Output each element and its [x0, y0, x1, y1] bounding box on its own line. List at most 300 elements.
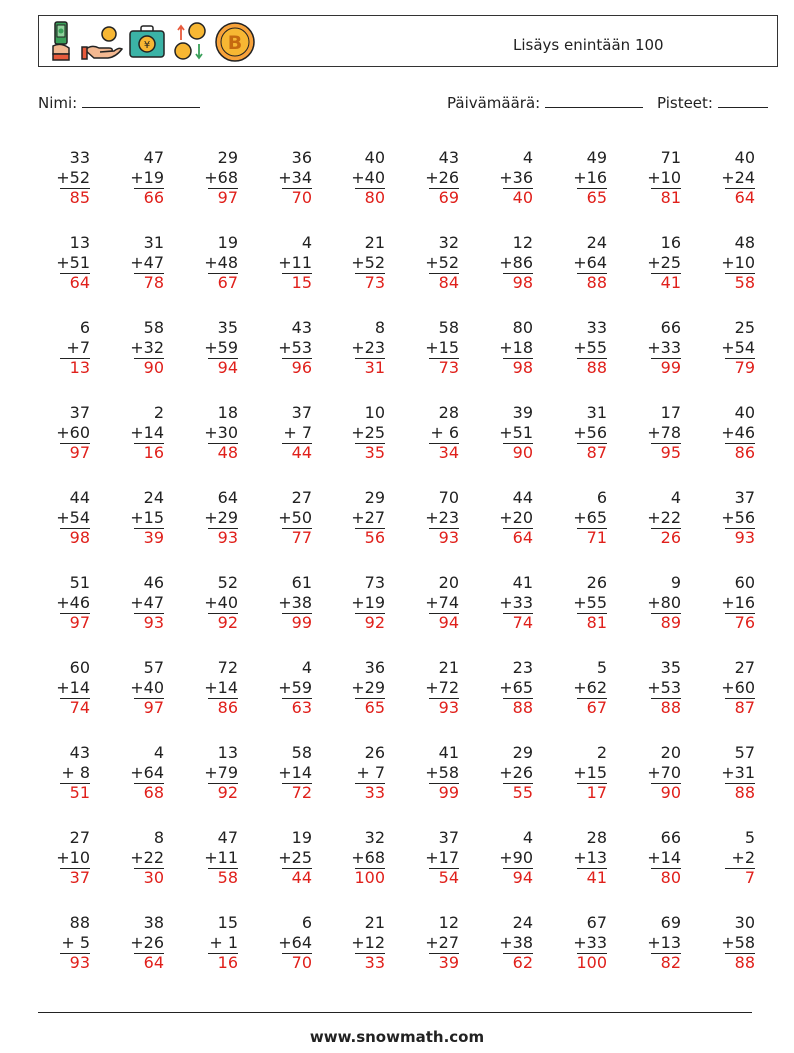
- answer: 94: [512, 868, 533, 887]
- addend-top: 47: [143, 148, 164, 167]
- addend-top: 32: [438, 233, 459, 252]
- bitcoin-icon: [213, 20, 257, 64]
- addend-top: 31: [586, 403, 607, 422]
- problem: [413, 573, 459, 633]
- addend-bottom: +64: [278, 932, 312, 952]
- addend-bottom: +53: [647, 677, 681, 697]
- addend-bottom: +14: [130, 422, 164, 442]
- addend-top: 5: [744, 828, 755, 847]
- problem: [561, 913, 607, 973]
- answer: 30: [143, 868, 164, 887]
- problem: [635, 573, 681, 633]
- answer: 26: [660, 528, 681, 547]
- answer: 93: [143, 613, 164, 632]
- addend-bottom: +15: [130, 507, 164, 527]
- addend-top: 51: [69, 573, 90, 592]
- addend-top: 39: [512, 403, 533, 422]
- addend-bottom: +48: [204, 252, 238, 272]
- addend-bottom: +2: [731, 847, 755, 867]
- problem: [709, 573, 755, 633]
- answer: 88: [586, 358, 607, 377]
- answer: 93: [69, 953, 90, 972]
- addend-top: 66: [660, 318, 681, 337]
- addend-top: 32: [364, 828, 385, 847]
- answer: 82: [660, 953, 681, 972]
- answer: 85: [69, 188, 90, 207]
- answer: 44: [291, 443, 312, 462]
- addend-top: 40: [734, 148, 755, 167]
- answer: 37: [69, 868, 90, 887]
- problem: [118, 148, 164, 208]
- answer: 99: [438, 783, 459, 802]
- addend-top: 72: [217, 658, 238, 677]
- addend-bottom: +47: [130, 252, 164, 272]
- addend-bottom: +58: [425, 762, 459, 782]
- problem: [413, 913, 459, 973]
- answer: 100: [354, 868, 385, 887]
- answer: 31: [364, 358, 385, 377]
- addend-bottom: +10: [647, 167, 681, 187]
- addend-top: 12: [438, 913, 459, 932]
- problem: [118, 233, 164, 293]
- addend-top: 5: [596, 658, 607, 677]
- problem: [561, 148, 607, 208]
- problem: [192, 573, 238, 633]
- problem: [561, 233, 607, 293]
- addend-top: 29: [512, 743, 533, 762]
- addend-bottom: +26: [130, 932, 164, 952]
- addend-top: 19: [291, 828, 312, 847]
- answer: 93: [438, 528, 459, 547]
- addend-top: 35: [217, 318, 238, 337]
- addend-bottom: +14: [204, 677, 238, 697]
- addend-bottom: +40: [351, 167, 385, 187]
- answer: 70: [291, 953, 312, 972]
- addend-top: 25: [734, 318, 755, 337]
- answer: 92: [217, 783, 238, 802]
- addend-top: 64: [217, 488, 238, 507]
- problem: [44, 743, 90, 803]
- problem: [192, 233, 238, 293]
- answer: 73: [438, 358, 459, 377]
- addend-top: 36: [291, 148, 312, 167]
- problem: [487, 828, 533, 888]
- problem: [635, 148, 681, 208]
- addend-top: 46: [143, 573, 164, 592]
- addend-top: 4: [301, 658, 312, 677]
- problem: [487, 743, 533, 803]
- addend-bottom: +55: [573, 337, 607, 357]
- addend-top: 4: [301, 233, 312, 252]
- answer: 97: [69, 443, 90, 462]
- problem: [118, 828, 164, 888]
- addend-top: 43: [438, 148, 459, 167]
- addend-bottom: +15: [573, 762, 607, 782]
- problem: [266, 828, 312, 888]
- addend-top: 57: [734, 743, 755, 762]
- addend-top: 20: [660, 743, 681, 762]
- addend-top: 20: [438, 573, 459, 592]
- money-suitcase-icon: [127, 20, 167, 64]
- addend-top: 44: [512, 488, 533, 507]
- answer: 95: [660, 443, 681, 462]
- addend-bottom: +34: [278, 167, 312, 187]
- date-field: [447, 93, 643, 112]
- answer: 44: [291, 868, 312, 887]
- addend-top: 26: [364, 743, 385, 762]
- addend-bottom: +52: [351, 252, 385, 272]
- answer: 99: [660, 358, 681, 377]
- answer: 88: [660, 698, 681, 717]
- addend-top: 6: [596, 488, 607, 507]
- problem: [709, 658, 755, 718]
- answer: 81: [586, 613, 607, 632]
- addend-top: 10: [364, 403, 385, 422]
- problem: [266, 318, 312, 378]
- problem: [413, 743, 459, 803]
- addend-bottom: +13: [573, 847, 607, 867]
- addend-top: 57: [143, 658, 164, 677]
- answer: 33: [364, 783, 385, 802]
- answer: 74: [69, 698, 90, 717]
- addend-bottom: +62: [573, 677, 607, 697]
- problem: [192, 488, 238, 548]
- answer: 41: [586, 868, 607, 887]
- addend-top: 58: [291, 743, 312, 762]
- name-line[interactable]: [82, 93, 200, 108]
- answer: 94: [438, 613, 459, 632]
- answer: 39: [143, 528, 164, 547]
- addend-bottom: +16: [573, 167, 607, 187]
- problem: [487, 488, 533, 548]
- problem: [339, 403, 385, 463]
- addend-top: 40: [734, 403, 755, 422]
- addend-top: 19: [217, 233, 238, 252]
- addend-top: 21: [364, 913, 385, 932]
- problem: [44, 318, 90, 378]
- addend-bottom: +74: [425, 592, 459, 612]
- addend-top: 28: [438, 403, 459, 422]
- addend-top: 8: [153, 828, 164, 847]
- answer: 68: [143, 783, 164, 802]
- problem: [413, 403, 459, 463]
- answer: 84: [438, 273, 459, 292]
- answer: 69: [438, 188, 459, 207]
- problem: [339, 233, 385, 293]
- answer: 54: [438, 868, 459, 887]
- addend-bottom: +29: [204, 507, 238, 527]
- answer: 16: [217, 953, 238, 972]
- answer: 93: [217, 528, 238, 547]
- addend-top: 24: [143, 488, 164, 507]
- problem: [266, 488, 312, 548]
- addend-bottom: + 1: [209, 932, 238, 952]
- answer: 72: [291, 783, 312, 802]
- addend-top: 18: [217, 403, 238, 422]
- answer: 87: [734, 698, 755, 717]
- answer: 70: [291, 188, 312, 207]
- problem: [339, 148, 385, 208]
- problem: [266, 233, 312, 293]
- addend-bottom: +86: [499, 252, 533, 272]
- problem: [709, 233, 755, 293]
- addend-bottom: +36: [499, 167, 533, 187]
- answer: 96: [291, 358, 312, 377]
- answer: 86: [217, 698, 238, 717]
- problem: [118, 743, 164, 803]
- addend-top: 12: [512, 233, 533, 252]
- addend-top: 29: [364, 488, 385, 507]
- answer: 98: [512, 273, 533, 292]
- problem: [487, 403, 533, 463]
- problem: [635, 488, 681, 548]
- addend-top: 27: [291, 488, 312, 507]
- addend-top: 33: [586, 318, 607, 337]
- answer: 55: [512, 783, 533, 802]
- problem: [561, 488, 607, 548]
- date-line[interactable]: [545, 93, 643, 108]
- addend-bottom: +64: [130, 762, 164, 782]
- answer: 39: [438, 953, 459, 972]
- coin-hand-icon: [81, 20, 123, 64]
- answer: 89: [660, 613, 681, 632]
- problem: [44, 403, 90, 463]
- addend-top: 6: [79, 318, 90, 337]
- addend-top: 4: [153, 743, 164, 762]
- problem: [44, 573, 90, 633]
- problem: [561, 743, 607, 803]
- addend-top: 17: [660, 403, 681, 422]
- answer: 40: [512, 188, 533, 207]
- score-label: Pisteet:: [657, 94, 713, 112]
- addend-bottom: +54: [56, 507, 90, 527]
- addend-bottom: +56: [573, 422, 607, 442]
- problem: [266, 743, 312, 803]
- addend-bottom: +65: [573, 507, 607, 527]
- addend-bottom: +56: [721, 507, 755, 527]
- addend-bottom: +78: [647, 422, 681, 442]
- answer: 74: [512, 613, 533, 632]
- addend-bottom: +31: [721, 762, 755, 782]
- addend-bottom: + 5: [61, 932, 90, 952]
- answer: 97: [69, 613, 90, 632]
- problem: [709, 913, 755, 973]
- answer: 98: [69, 528, 90, 547]
- addend-top: 8: [374, 318, 385, 337]
- answer: 97: [143, 698, 164, 717]
- answer: 93: [734, 528, 755, 547]
- addend-bottom: +47: [130, 592, 164, 612]
- addend-bottom: +59: [278, 677, 312, 697]
- addend-bottom: +30: [204, 422, 238, 442]
- addend-bottom: +22: [130, 847, 164, 867]
- score-line[interactable]: [718, 93, 768, 108]
- addend-top: 70: [438, 488, 459, 507]
- addend-bottom: +19: [351, 592, 385, 612]
- addend-top: 41: [512, 573, 533, 592]
- addend-bottom: +25: [278, 847, 312, 867]
- answer: 51: [69, 783, 90, 802]
- problem: [635, 913, 681, 973]
- addend-top: 38: [143, 913, 164, 932]
- addend-bottom: +46: [56, 592, 90, 612]
- answer: 66: [143, 188, 164, 207]
- problem: [487, 913, 533, 973]
- addend-top: 49: [586, 148, 607, 167]
- problem: [339, 913, 385, 973]
- addend-top: 80: [512, 318, 533, 337]
- addend-bottom: +65: [499, 677, 533, 697]
- addend-top: 24: [512, 913, 533, 932]
- problem: [413, 148, 459, 208]
- addend-top: 13: [69, 233, 90, 252]
- addend-bottom: +32: [130, 337, 164, 357]
- answer: 65: [586, 188, 607, 207]
- addend-top: 52: [217, 573, 238, 592]
- answer: 80: [364, 188, 385, 207]
- svg-text:¥: ¥: [143, 40, 151, 51]
- addend-top: 44: [69, 488, 90, 507]
- addend-bottom: +20: [499, 507, 533, 527]
- answer: 67: [217, 273, 238, 292]
- answer: 93: [438, 698, 459, 717]
- problem: [413, 233, 459, 293]
- addend-bottom: +80: [647, 592, 681, 612]
- date-label: Päivämäärä:: [447, 94, 541, 112]
- addend-bottom: +50: [278, 507, 312, 527]
- answer: 73: [364, 273, 385, 292]
- addend-bottom: +64: [573, 252, 607, 272]
- addend-bottom: +18: [499, 337, 533, 357]
- addend-bottom: +26: [499, 762, 533, 782]
- addend-bottom: +52: [425, 252, 459, 272]
- answer: 17: [586, 783, 607, 802]
- addend-top: 36: [364, 658, 385, 677]
- addend-bottom: +25: [647, 252, 681, 272]
- answer: 100: [576, 953, 607, 972]
- problem: [561, 573, 607, 633]
- addend-bottom: +10: [721, 252, 755, 272]
- answer: 67: [586, 698, 607, 717]
- addend-bottom: +14: [56, 677, 90, 697]
- problem: [635, 233, 681, 293]
- score-field: [657, 93, 768, 112]
- problem: [339, 488, 385, 548]
- answer: 64: [143, 953, 164, 972]
- answer: 92: [217, 613, 238, 632]
- answer: 35: [364, 443, 385, 462]
- answer: 65: [364, 698, 385, 717]
- problem: [487, 318, 533, 378]
- answer: 87: [586, 443, 607, 462]
- addend-top: 26: [586, 573, 607, 592]
- answer: 88: [586, 273, 607, 292]
- addend-top: 37: [69, 403, 90, 422]
- addend-bottom: +22: [647, 507, 681, 527]
- header-box: [38, 15, 778, 67]
- addend-top: 67: [586, 913, 607, 932]
- addend-top: 58: [438, 318, 459, 337]
- addend-bottom: +10: [56, 847, 90, 867]
- problem: [339, 573, 385, 633]
- addend-bottom: +16: [721, 592, 755, 612]
- answer: 81: [660, 188, 681, 207]
- problem: [413, 828, 459, 888]
- money-phone-icon: [47, 20, 77, 64]
- problem: [44, 913, 90, 973]
- addend-bottom: +52: [56, 167, 90, 187]
- answer: 92: [364, 613, 385, 632]
- addend-bottom: +46: [721, 422, 755, 442]
- addend-bottom: +58: [721, 932, 755, 952]
- answer: 90: [143, 358, 164, 377]
- answer: 34: [438, 443, 459, 462]
- addend-top: 41: [438, 743, 459, 762]
- addend-bottom: +19: [130, 167, 164, 187]
- addend-top: 29: [217, 148, 238, 167]
- addend-bottom: +51: [499, 422, 533, 442]
- answer: 88: [734, 783, 755, 802]
- answer: 86: [734, 443, 755, 462]
- problem: [44, 233, 90, 293]
- addend-bottom: +11: [204, 847, 238, 867]
- addend-top: 4: [522, 828, 533, 847]
- addend-top: 2: [596, 743, 607, 762]
- problem: [192, 403, 238, 463]
- problem: [635, 658, 681, 718]
- problem: [413, 488, 459, 548]
- answer: 97: [217, 188, 238, 207]
- answer: 64: [734, 188, 755, 207]
- addend-bottom: +23: [425, 507, 459, 527]
- addend-bottom: +79: [204, 762, 238, 782]
- addend-top: 21: [438, 658, 459, 677]
- addend-bottom: +54: [721, 337, 755, 357]
- answer: 71: [586, 528, 607, 547]
- addend-bottom: +27: [425, 932, 459, 952]
- problem: [709, 403, 755, 463]
- problem: [192, 148, 238, 208]
- problem: [561, 658, 607, 718]
- addend-top: 31: [143, 233, 164, 252]
- answer: 58: [217, 868, 238, 887]
- problem: [413, 658, 459, 718]
- currency-exchange-icon: [171, 20, 209, 64]
- answer: 56: [364, 528, 385, 547]
- answer: 13: [69, 358, 90, 377]
- problem: [339, 743, 385, 803]
- addend-bottom: + 7: [283, 422, 312, 442]
- addend-bottom: +25: [351, 422, 385, 442]
- answer: 78: [143, 273, 164, 292]
- problem: [487, 233, 533, 293]
- addend-bottom: +68: [351, 847, 385, 867]
- addend-bottom: +24: [721, 167, 755, 187]
- problem: [339, 318, 385, 378]
- addend-bottom: +90: [499, 847, 533, 867]
- addend-top: 43: [291, 318, 312, 337]
- addend-top: 35: [660, 658, 681, 677]
- footer-divider: [38, 1012, 752, 1013]
- answer: 88: [734, 953, 755, 972]
- answer: 62: [512, 953, 533, 972]
- worksheet-title: Lisäys enintään 100: [513, 36, 664, 54]
- answer: 33: [364, 953, 385, 972]
- addend-bottom: +38: [278, 592, 312, 612]
- addend-top: 40: [364, 148, 385, 167]
- problem: [118, 573, 164, 633]
- addend-bottom: +40: [130, 677, 164, 697]
